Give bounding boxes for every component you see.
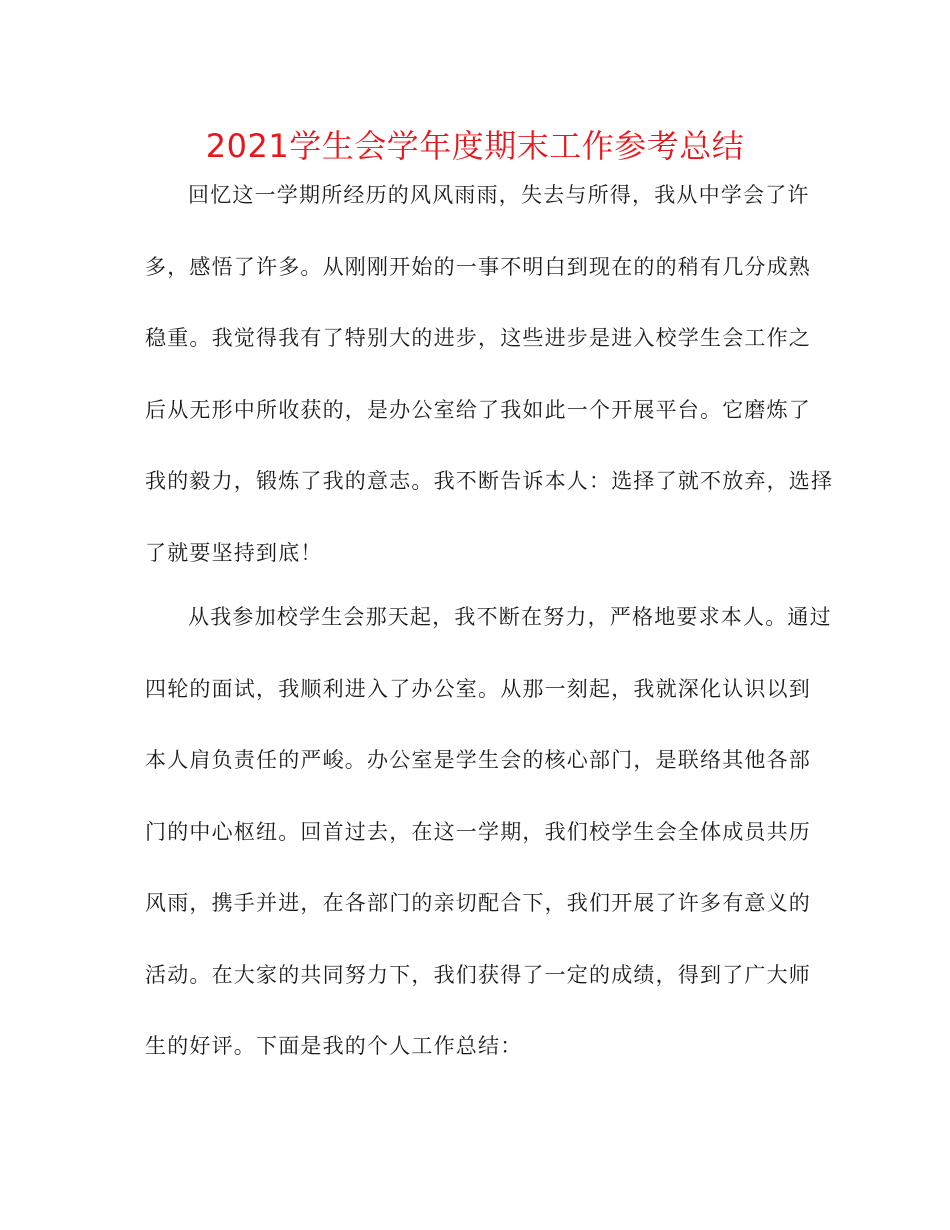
document-title: 2021学生会学年度期末工作参考总结 bbox=[205, 127, 745, 165]
paragraph-line: 门的中心枢纽。回首过去，在这一学期，我们校学生会全体成员共历 bbox=[145, 820, 811, 844]
paragraph-line: 风雨，携手并进，在各部门的亲切配合下，我们开展了许多有意义的 bbox=[145, 891, 811, 915]
paragraph-line: 回忆这一学期所经历的风风雨雨，失去与所得，我从中学会了许 bbox=[188, 183, 810, 207]
paragraph-line: 了就要坚持到底！ bbox=[145, 541, 323, 565]
paragraph-line: 我的毅力，锻炼了我的意志。我不断告诉本人：选择了就不放弃，选择 bbox=[145, 469, 834, 493]
paragraph-line: 活动。在大家的共同努力下，我们获得了一定的成绩，得到了广大师 bbox=[145, 963, 811, 987]
paragraph-line: 生的好评。下面是我的个人工作总结： bbox=[145, 1034, 523, 1058]
paragraph-line: 四轮的面试，我顺利进入了办公室。从那一刻起，我就深化认识以到 bbox=[145, 677, 811, 701]
paragraph-line: 从我参加校学生会那天起，我不断在努力，严格地要求本人。通过 bbox=[188, 605, 832, 629]
paragraph-line: 稳重。我觉得我有了特别大的进步，这些进步是进入校学生会工作之 bbox=[145, 326, 811, 350]
paragraph-line: 多，感悟了许多。从刚刚开始的一事不明白到现在的的稍有几分成熟 bbox=[145, 255, 811, 279]
paragraph-line: 本人肩负责任的严峻。办公室是学生会的核心部门，是联络其他各部 bbox=[145, 748, 811, 772]
paragraph-line: 后从无形中所收获的，是办公室给了我如此一个开展平台。它磨炼了 bbox=[145, 398, 811, 422]
